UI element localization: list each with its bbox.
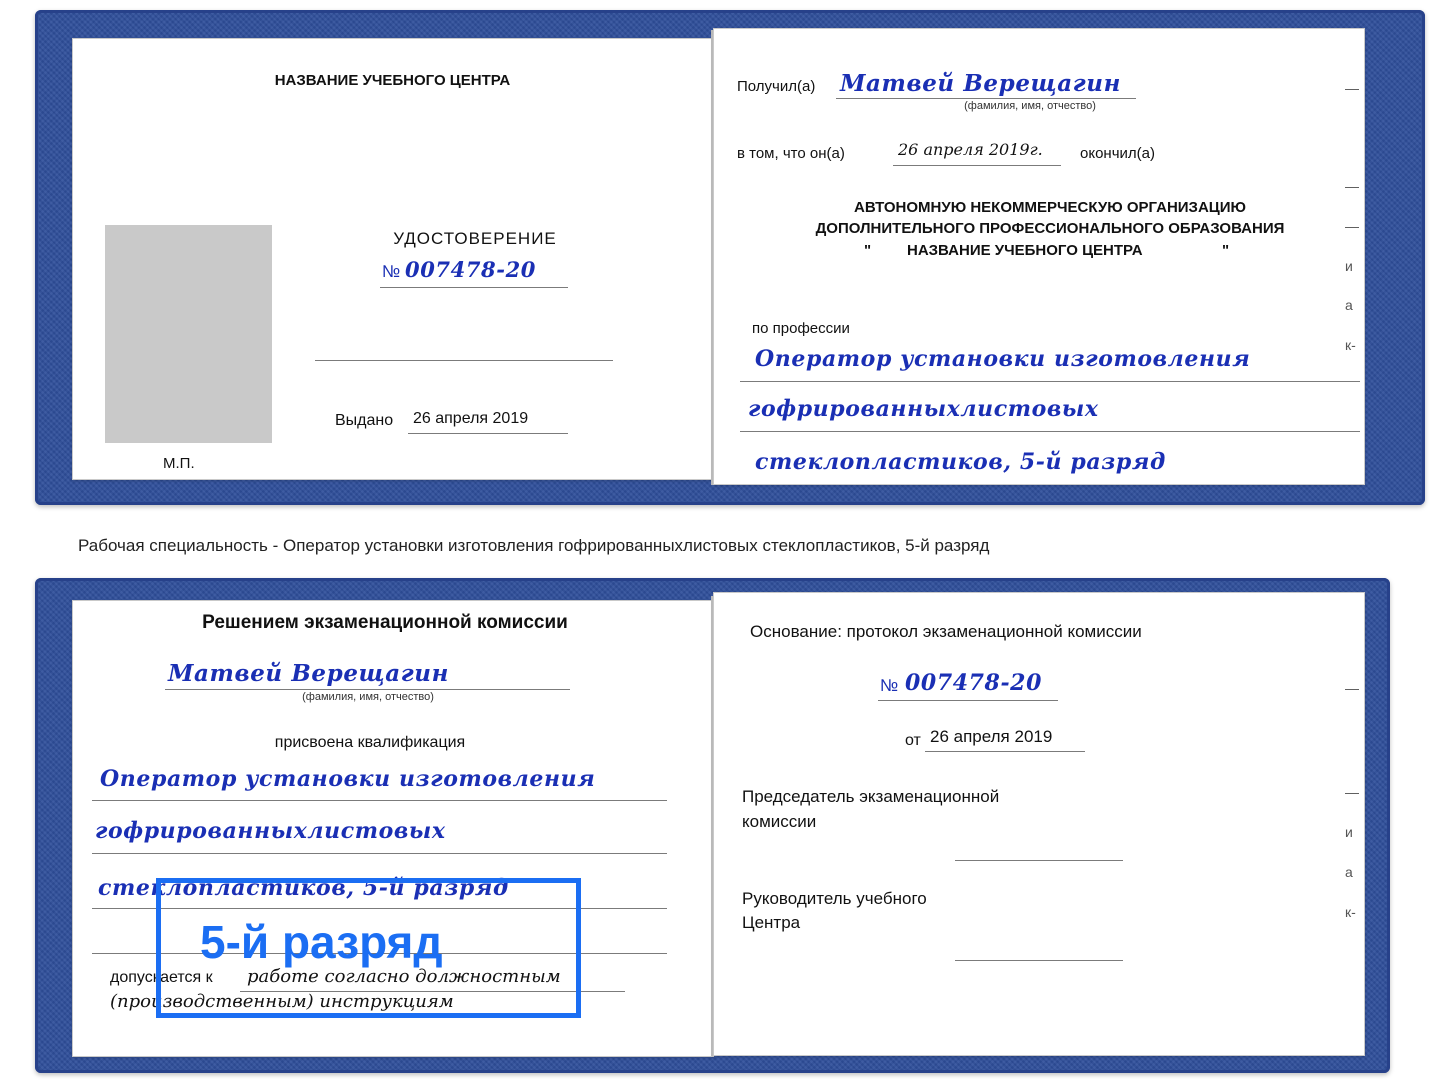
top-left-stamp-label: М.П. — [163, 455, 195, 472]
top-right-edge-mark-1: — — [1345, 178, 1359, 194]
top-right-profession-label: по профессии — [752, 320, 850, 337]
bottom-left-allowed-value2: (производственным) инструкциям — [110, 991, 454, 1012]
top-right-profession-line2-rule — [740, 431, 1360, 432]
top-right-quote-close: " — [1222, 242, 1230, 259]
bottom-left-qual-line3: стеклопластиков, 5-й разряд — [98, 875, 509, 901]
bottom-left-qual-rule2 — [92, 853, 667, 854]
bottom-right-head-line2: Центра — [742, 913, 801, 932]
bottom-right-from-label: от — [905, 732, 921, 749]
page-caption: Рабочая специальность - Оператор установки изготовления гофрированныхлистовых стеклопластиков, 5-й разряд — [78, 536, 990, 555]
bottom-right-edge-mark-3: а — [1345, 864, 1353, 880]
top-left-center-title: НАЗВАНИЕ УЧЕБНОГО ЦЕНТРА — [274, 72, 511, 89]
bottom-right-head-signature-rule — [955, 960, 1123, 961]
bottom-right-chairman-line2: комиссии — [742, 812, 817, 831]
bottom-right-number-value: 007478-20 — [905, 670, 1042, 696]
bottom-right-edge-mark-4: к- — [1345, 904, 1356, 920]
top-left-number-sign: № — [382, 262, 401, 281]
bottom-right-head-line1: Руководитель учебного — [742, 889, 927, 908]
top-left-issued-line — [408, 433, 568, 434]
top-right-edge-mark-2: — — [1345, 218, 1359, 234]
bottom-right-edge-mark-1: — — [1345, 784, 1359, 800]
top-right-edge-mark-4: а — [1345, 297, 1353, 313]
bottom-right-number-sign: № — [880, 676, 899, 695]
top-right-org-line2: ДОПОЛНИТЕЛЬНОГО ПРОФЕССИОНАЛЬНОГО ОБРАЗОВАНИЯ — [815, 220, 1285, 237]
highlight-label: 5-й разряд — [200, 916, 443, 968]
top-right-profession-line1-rule — [740, 381, 1360, 382]
top-right-org-line1: АВТОНОМНУЮ НЕКОММЕРЧЕСКУЮ ОРГАНИЗАЦИЮ — [854, 199, 1246, 216]
top-left-doc-title: УДОСТОВЕРЕНИЕ — [393, 229, 557, 248]
top-right-edge-mark-5: к- — [1345, 337, 1356, 353]
bottom-left-name-hint: (фамилия, имя, отчество) — [302, 691, 434, 703]
bottom-left-qual-line1: Оператор установки изготовления — [100, 766, 596, 792]
top-right-that-he-label: в том, что он(а) — [737, 145, 845, 162]
bottom-left-allowed-label: допускается к — [110, 969, 213, 986]
bottom-left-title: Решением экзаменационной комиссии — [202, 612, 568, 633]
top-right-quote-open: " — [864, 242, 872, 259]
top-right-org-name: НАЗВАНИЕ УЧЕБНОГО ЦЕНТРА — [907, 242, 1143, 259]
top-left-blank-line — [315, 360, 613, 361]
top-right-date-value: 26 апреля 2019г. — [898, 140, 1043, 159]
top-right-edge-mark-0: — — [1345, 80, 1359, 96]
bottom-right-chairman-line1: Председатель экзаменационной — [742, 787, 1000, 806]
book-spine-top — [711, 30, 713, 485]
top-right-profession-line1: Оператор установки изготовления — [755, 346, 1251, 372]
bottom-right-edge-mark-0: — — [1345, 680, 1359, 696]
bottom-left-qual-rule1 — [92, 800, 667, 801]
top-right-profession-line2: гофрированныхлистовых — [748, 396, 1099, 422]
top-right-received-line — [836, 98, 1136, 99]
top-right-received-value: Матвей Верещагин — [840, 70, 1121, 97]
top-left-number-line — [380, 287, 568, 288]
bottom-left-qualification-label: присвоена квалификация — [274, 734, 466, 751]
bottom-left-allowed-value: работе согласно должностным — [247, 966, 561, 987]
top-right-edge-mark-3: и — [1345, 258, 1353, 274]
bottom-right-chairman-signature-rule — [955, 860, 1123, 861]
top-right-profession-line3: стеклопластиков, 5-й разряд — [755, 449, 1166, 475]
top-left-issued-value: 26 апреля 2019 — [413, 410, 529, 427]
top-left-issued-label: Выдано — [335, 412, 394, 429]
bottom-right-basis-label: Основание: протокол экзаменационной комиссии — [750, 622, 1142, 641]
bottom-right-from-value: 26 апреля 2019 — [930, 727, 1053, 746]
bottom-right-from-rule — [925, 751, 1085, 752]
top-right-finished-label: окончил(а) — [1080, 145, 1155, 162]
photo-placeholder — [105, 225, 272, 443]
top-right-date-line — [893, 165, 1061, 166]
top-right-received-hint: (фамилия, имя, отчество) — [964, 100, 1096, 112]
bottom-left-qual-line2: гофрированныхлистовых — [95, 818, 446, 844]
bottom-left-name-line — [165, 689, 570, 690]
top-left-number-value: 007478-20 — [405, 257, 537, 282]
top-right-received-label: Получил(а) — [737, 78, 816, 95]
bottom-right-number-rule — [878, 700, 1058, 701]
bottom-left-name-value: Матвей Верещагин — [168, 660, 449, 687]
bottom-right-edge-mark-2: и — [1345, 824, 1353, 840]
book-spine-bottom — [711, 596, 713, 1056]
